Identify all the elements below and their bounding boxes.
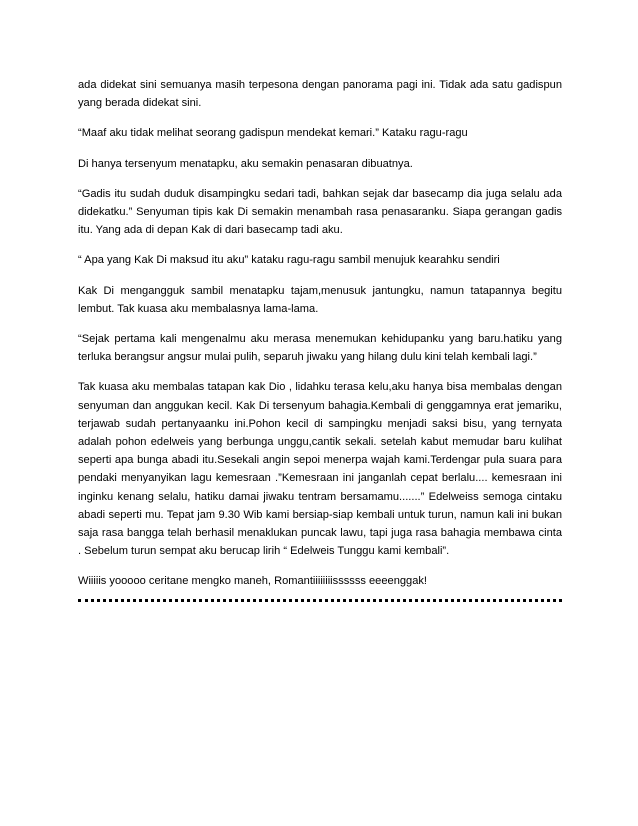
paragraph-1: ada didekat sini semuanya masih terpesona dengan panorama pagi ini. Tidak ada satu gadispun yang berada didekat sini. [78, 79, 562, 110]
paragraph-2: “Maaf aku tidak melihat seorang gadispun mendekat kemari.” Kataku ragu-ragu [78, 127, 468, 140]
paragraph-5: “ Apa yang Kak Di maksud itu aku” kataku ragu-ragu sambil menujuk kearahku sendiri [78, 254, 500, 267]
paragraph-3: Di hanya tersenyum menatapku, aku semakin penasaran dibuatnya. [78, 157, 413, 170]
document-page [78, 76, 562, 602]
paragraph-4: “Gadis itu sudah duduk disampingku sedari tadi, bahkan sejak dar basecamp dia juga selalu ada didekatku.” Senyuman tipis kak Di semakin menambah rasa penasaranku. Siapa gerangan gadis itu. Yang ada di depan Kak di dari basecamp tadi aku. [78, 187, 562, 237]
dotted-divider [78, 599, 562, 602]
paragraph-8: Tak kuasa aku membalas tatapan kak Dio , lidahku terasa kelu,aku hanya bisa membalas dengan senyuman dan anggukan kecil. Kak Di tersenyum bahagia.Kembali di genggamnya erat jemariku, terjawab sudah pertanyaanku ini.Pohon kecil di sampingku menjadi saksi bisu, yang ternyata adalah pohon edelweis yang berbunga unggu,cantik sekali. setelah kabut memudar baru kulihat seperti apa bunga abadi itu.Sesekali angin sepoi menerpa wajah kami.Terdengar pula suara para pendaki menyanyikan lagu kemesraan .”Kemesraan ini janganlah cepat berlalu.... kemesraan ini inginku kenang selalu, hatiku damai jiwaku tentram bersamamu.......” Edelweiss semoga cintaku abadi seperti mu. Tepat jam 9.30 Wib kami bersiap-siap kembali untuk turun, namun kali ini bukan saja rasa bangga telah berhasil menaklukan puncak lawu, tapi juga rasa bahagia membawa cinta . Sebelum turun sempat aku berucap lirih “ Edelweis Tunggu kami kembali”. [78, 381, 562, 558]
paragraph-6: Kak Di mengangguk sambil menatapku tajam,menusuk jantungku, namun tatapannya begitu lembut. Tak kuasa aku membalasnya lama-lama. [78, 284, 562, 315]
paragraph-9: Wiiiiis yooooo ceritane mengko maneh, Romantiiiiiiiissssss eeeenggak! [78, 575, 427, 588]
paragraph-7: “Sejak pertama kali mengenalmu aku merasa menemukan kehidupanku yang baru.hatiku yang terluka berangsur angsur mulai pulih, separuh jiwaku yang hilang dulu kini telah kembali lagi.” [78, 333, 562, 364]
